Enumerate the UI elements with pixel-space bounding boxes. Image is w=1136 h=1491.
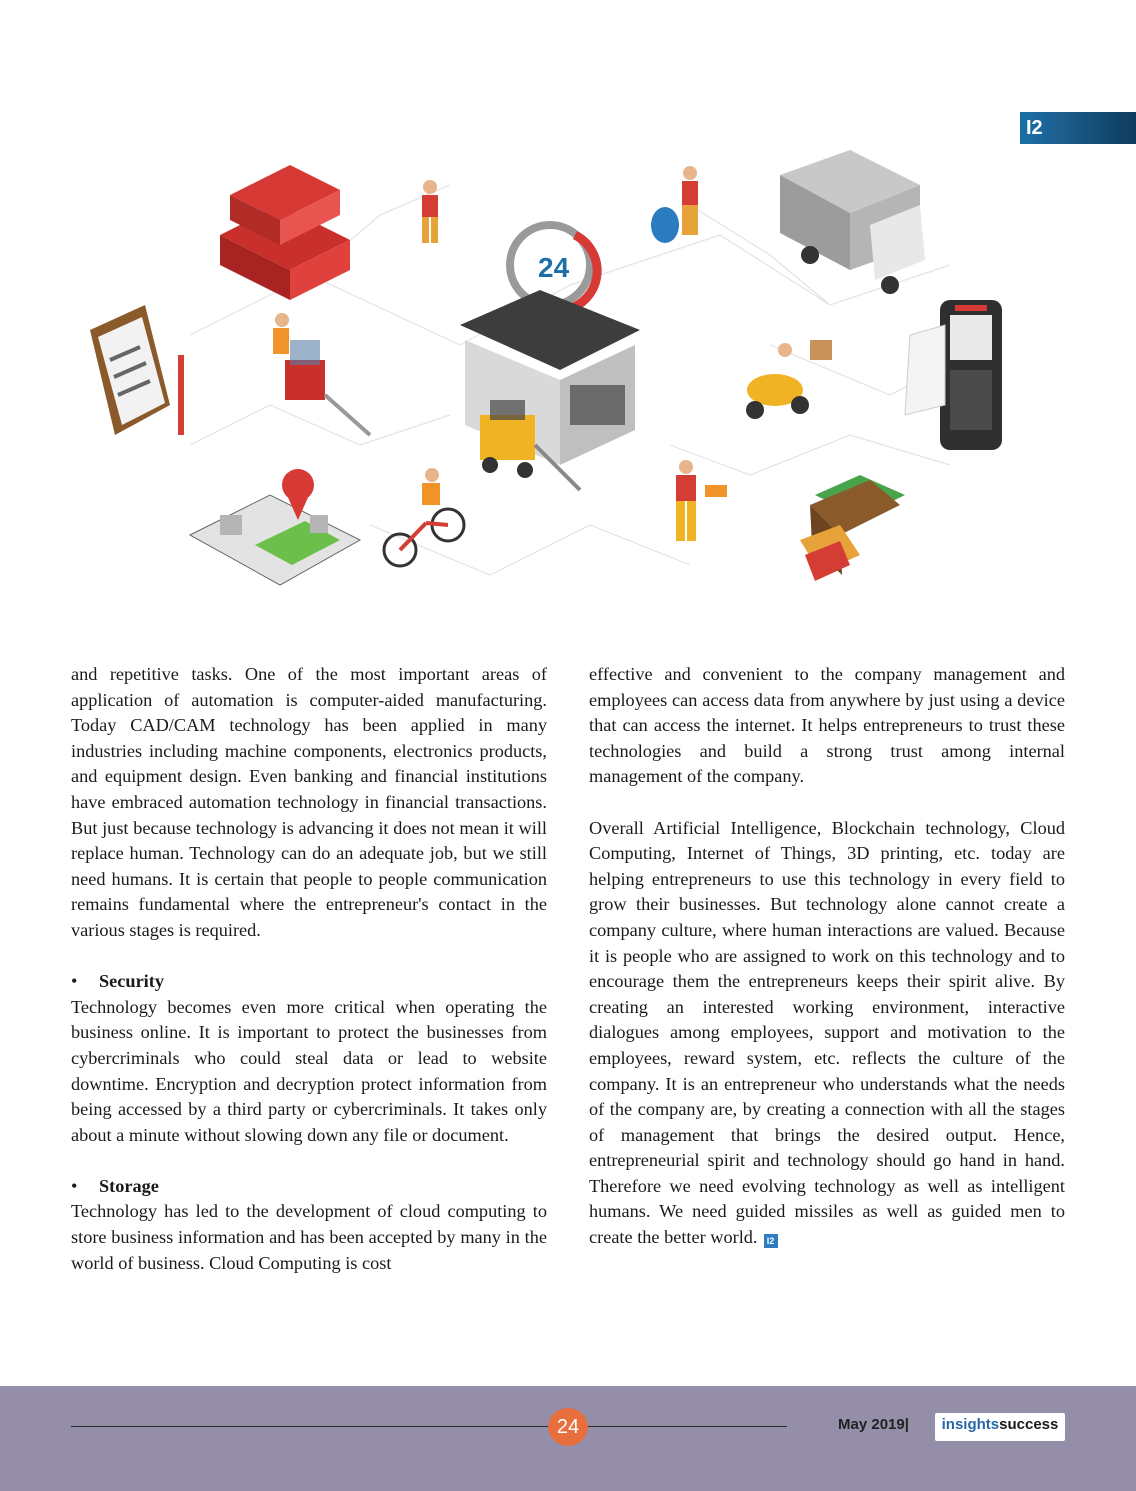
hand-truck-worker-icon [651,166,698,243]
handheld-scanner-icon [905,300,1002,450]
courier-with-package-icon [676,460,727,541]
magazine-logo-icon: I2 [1026,117,1043,139]
left-column [71,662,547,1276]
intro-paragraph: and repetitive tasks. One of the most important areas of application of automation is computer-aided manufacturing. Today CAD/CAM technology has been applied in many industries including machine components, electronics products, and equipment design. Even banking and financial institutions have embraced automation technology in financial transactions. But just because technology is advancing it does not mean it will replace human. Technology can do an adequate job, but we still need humans. It is certain that people to people communication remains fundamental where the entrepreneur's contact in the various stages is required. [71,664,547,940]
city-map-pin-icon [190,469,360,585]
shipping-containers-icon [220,165,350,300]
storage-heading-text: Storage [99,1175,159,1196]
page-footer [0,1386,1136,1491]
brand-part-1: insights [941,1416,1000,1433]
section-tab [1020,112,1136,144]
security-paragraph: Technology becomes even more critical when operating the business online. It is important to protect the businesses from cybercriminals who could steal data or lead to website downtime. Encryption and decryption protect information from being accessed by a third party or cybercriminals. It takes only about a minute without slowing down any file or document. [71,996,547,1145]
wallet-cards-icon [800,475,905,581]
delivery-worker-icon [422,180,438,243]
storage-heading [71,1174,547,1200]
storage-paragraph: Technology has led to the development of cloud computing to store business information and has been accepted by many in the world of business. Cloud Computing is cost [71,1201,547,1273]
right-column [589,662,1065,1251]
conclusion-paragraph [589,816,1065,1251]
bullet-icon: • [71,971,78,992]
brand-logo [935,1413,1065,1441]
conclusion-text: Overall Artificial Intelligence, Blockchain technology, Cloud Computing, Internet of Things, 3D printing, etc. today are helping entrepreneurs to use this technology in every field to grow their businesses. But technology alone cannot create a company culture, where human interactions are valued. Because it is people who are assigned to work on this technology and to encourage them the entrepreneurs keeps their spirit alive. By creating an interested working environment, interactive dialogues among employees, support and motivation to the employees, reward system, etc. reflects the culture of the company. It is an entrepreneur who understands what the needs of the company are, by creating a connection with all the stages of management that brings the desired output. Hence, entrepreneurial spirit and technology should go hand in hand. Therefore we need evolving technology as well as intelligent humans. We need guided missiles as well as guided men to create the better world. [589,817,1065,1248]
clock-label: 24 [538,252,570,283]
pallet-jack-worker-icon [273,313,370,435]
issue-date: May 2019| [838,1416,909,1433]
bullet-icon: • [71,1175,78,1196]
delivery-truck-icon [780,150,925,294]
cloud-paragraph: effective and convenient to the company management and employees can access data from anywhere by just using a device that can access the internet. It helps entrepreneurs to trust these technologies and build a strong trust among internal management of the company. [589,664,1065,787]
page-number: 24 [548,1408,588,1446]
end-mark-icon: I2 [764,1234,778,1248]
logistics-illustration [70,145,1070,605]
security-heading [71,969,547,995]
footer-rule-right [584,1426,787,1427]
bicycle-courier-icon [384,468,464,566]
scooter-courier-icon [746,340,832,419]
footer-rule-left [71,1426,551,1427]
brand-part-2: success [999,1416,1059,1433]
checklist-clipboard-icon [90,305,184,435]
security-heading-text: Security [99,971,164,992]
